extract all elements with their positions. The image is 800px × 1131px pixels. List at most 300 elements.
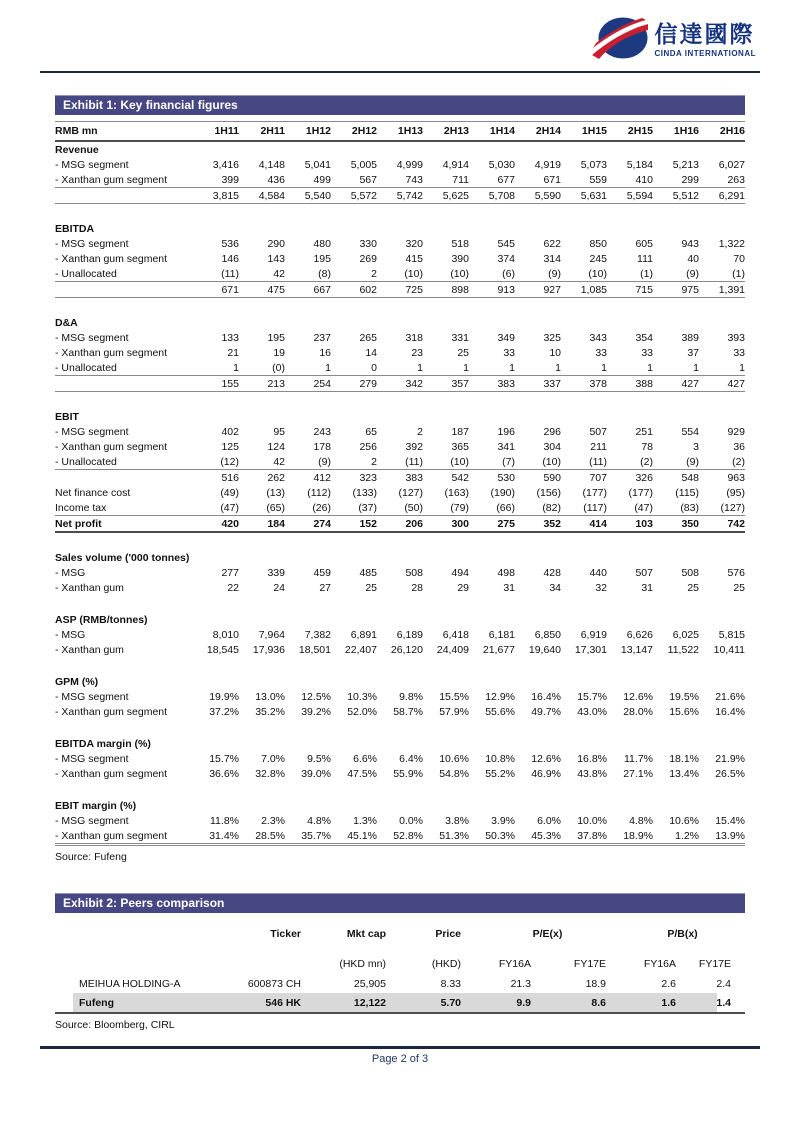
cell-value: 36.6% bbox=[209, 767, 239, 780]
cell-value: 12.9% bbox=[485, 690, 515, 703]
cell-value: (82) bbox=[515, 500, 561, 516]
cell-value: (65) bbox=[239, 500, 285, 516]
cell-value: 357 bbox=[423, 376, 469, 392]
cell-value: 143 bbox=[267, 252, 285, 265]
row-label: EBITDA bbox=[55, 222, 95, 235]
cell-value: 6,189 bbox=[396, 628, 423, 641]
cell-value: 19,640 bbox=[528, 643, 561, 656]
cell-value: 342 bbox=[377, 376, 423, 392]
cell-value: 4.8% bbox=[629, 814, 653, 827]
cell-value: 251 bbox=[635, 425, 653, 438]
cell-value: 428 bbox=[543, 566, 561, 579]
exhibit-2-table bbox=[55, 925, 745, 1014]
cell-value: 265 bbox=[359, 331, 377, 344]
row-label: - Unallocated bbox=[55, 361, 117, 374]
empty-cells bbox=[193, 315, 745, 330]
cell-value: 440 bbox=[589, 566, 607, 579]
row-label: Income tax bbox=[55, 500, 193, 516]
cell-value: 43.8% bbox=[577, 767, 607, 780]
cell-value: 17,301 bbox=[574, 643, 607, 656]
row-label: - MSG bbox=[55, 628, 86, 641]
cell-value: 195 bbox=[313, 252, 331, 265]
exhibit-2-title: Exhibit 2: Peers comparison bbox=[63, 896, 225, 910]
exhibit-2-source: Source: Bloomberg, CIRL bbox=[55, 1019, 175, 1031]
cell-value: 12.6% bbox=[623, 690, 653, 703]
cell-value: 196 bbox=[497, 425, 515, 438]
cell-value: 32.8% bbox=[255, 767, 285, 780]
cell-value: 929 bbox=[727, 425, 745, 438]
cell-value: 103 bbox=[607, 516, 653, 533]
sub-header: FY16A bbox=[643, 958, 677, 970]
cell-value: 600873 CH bbox=[247, 977, 301, 990]
cell-value: 743 bbox=[405, 173, 423, 186]
cell-value: 15.7% bbox=[209, 752, 239, 765]
cell-value: 17,936 bbox=[252, 643, 285, 656]
table-row bbox=[55, 736, 745, 751]
cell-value: 12.6% bbox=[531, 752, 561, 765]
cell-value: 51.3% bbox=[423, 828, 469, 845]
row-label: - Xanthan gum bbox=[55, 643, 124, 656]
cell-value: 21 bbox=[227, 346, 239, 359]
cell-value: 8.6 bbox=[545, 993, 620, 1013]
logo-english-name: CINDA INTERNATIONAL bbox=[654, 49, 756, 58]
cell-value: 1 bbox=[739, 361, 745, 374]
cell-value: 31 bbox=[503, 581, 515, 594]
company-name: MEIHUA HOLDING-A bbox=[79, 977, 181, 990]
row-label: EBIT bbox=[55, 410, 79, 423]
table-row bbox=[55, 595, 745, 612]
cell-value: 1,391 bbox=[699, 282, 745, 298]
cell-value: (2) bbox=[640, 455, 653, 468]
cell-value: (13) bbox=[266, 486, 285, 499]
cell-value: 508 bbox=[681, 566, 699, 579]
cell-value: (112) bbox=[307, 486, 331, 499]
sub-header: (HKD) bbox=[431, 958, 461, 970]
cell-value: 605 bbox=[635, 237, 653, 250]
cell-value: 13.0% bbox=[255, 690, 285, 703]
cell-value: 18.9% bbox=[607, 828, 653, 845]
cell-value: 47.5% bbox=[347, 767, 377, 780]
cell-value: 850 bbox=[589, 237, 607, 250]
cell-value: 178 bbox=[313, 440, 331, 453]
cell-value: 508 bbox=[405, 566, 423, 579]
cell-value: 0 bbox=[371, 361, 377, 374]
table-row bbox=[55, 409, 745, 424]
cell-value: 39.0% bbox=[301, 767, 331, 780]
cell-value: 7,382 bbox=[304, 628, 331, 641]
cell-value: 45.3% bbox=[515, 828, 561, 845]
period-header: 1H11 bbox=[193, 122, 239, 142]
cell-value: 18,545 bbox=[206, 643, 239, 656]
cell-value: 350 bbox=[653, 516, 699, 533]
cell-value: 18,501 bbox=[298, 643, 331, 656]
cell-value: 25 bbox=[365, 581, 377, 594]
cell-value: 415 bbox=[405, 252, 423, 265]
period-header: 2H15 bbox=[607, 122, 653, 142]
cell-value: 11.8% bbox=[210, 814, 239, 827]
cell-value: 5,512 bbox=[653, 188, 699, 204]
cell-value: 13.4% bbox=[669, 767, 699, 780]
row-label: - MSG segment bbox=[55, 158, 129, 171]
cell-value: 40 bbox=[687, 252, 699, 265]
cell-value: (1) bbox=[732, 267, 745, 280]
cell-value: 1.6 bbox=[620, 993, 690, 1013]
cell-value: 254 bbox=[285, 376, 331, 392]
table-row bbox=[55, 298, 745, 316]
exhibit-1 bbox=[55, 95, 745, 863]
cell-value: 290 bbox=[267, 237, 285, 250]
cell-value: 262 bbox=[239, 470, 285, 486]
cell-value: 78 bbox=[641, 440, 653, 453]
cell-value: 35.7% bbox=[285, 828, 331, 845]
row-label: D&A bbox=[55, 316, 78, 329]
cell-value: 10.6% bbox=[669, 814, 699, 827]
cell-value: 16.8% bbox=[577, 752, 607, 765]
exhibit-1-table bbox=[55, 121, 745, 846]
cell-value: (9) bbox=[686, 267, 699, 280]
cell-value: 49.7% bbox=[531, 705, 561, 718]
cell-value: (49) bbox=[220, 486, 239, 499]
cell-value: 15.4% bbox=[715, 814, 745, 827]
cell-value: 331 bbox=[451, 331, 469, 344]
cell-value: 420 bbox=[193, 516, 239, 533]
table-row bbox=[55, 188, 745, 204]
cell-value: 0.0% bbox=[399, 814, 423, 827]
row-label: Revenue bbox=[55, 143, 99, 156]
cell-value: 590 bbox=[515, 470, 561, 486]
cell-value: 33 bbox=[503, 346, 515, 359]
cell-value: 742 bbox=[699, 516, 745, 533]
table-row bbox=[55, 781, 745, 798]
cell-value: 133 bbox=[221, 331, 239, 344]
cell-value: 37.2% bbox=[209, 705, 239, 718]
cell-value: (177) bbox=[628, 486, 653, 499]
cell-value: 43.0% bbox=[577, 705, 607, 718]
row-label: - Xanthan gum segment bbox=[55, 440, 168, 453]
cell-value: 6,025 bbox=[672, 628, 699, 641]
cell-value: 21.6% bbox=[715, 690, 745, 703]
cell-value: 10.8% bbox=[485, 752, 515, 765]
cell-value: 3,815 bbox=[193, 188, 239, 204]
cell-value: 19.9% bbox=[209, 690, 239, 703]
table-row bbox=[55, 424, 745, 439]
cell-value: 50.3% bbox=[469, 828, 515, 845]
cell-value: 21.9% bbox=[715, 752, 745, 765]
cell-value: 4,919 bbox=[534, 158, 561, 171]
cell-value: 1 bbox=[601, 361, 607, 374]
table-row bbox=[55, 221, 745, 236]
cell-value: (133) bbox=[352, 486, 377, 499]
cell-value: 546 HK bbox=[220, 993, 315, 1013]
cell-value: 2 bbox=[371, 267, 377, 280]
cell-value: 6,418 bbox=[442, 628, 469, 641]
cell-value: 155 bbox=[193, 376, 239, 392]
cell-value: 31 bbox=[641, 581, 653, 594]
spacer-cell bbox=[55, 204, 745, 222]
cell-value: 18.9 bbox=[585, 977, 607, 990]
cell-value: 4.8% bbox=[307, 814, 331, 827]
cell-value: 206 bbox=[377, 516, 423, 533]
cell-value: 622 bbox=[543, 237, 561, 250]
sub-header: (HKD mn) bbox=[339, 958, 386, 970]
cell-value: 24 bbox=[273, 581, 285, 594]
cell-value: 57.9% bbox=[439, 705, 469, 718]
table-row bbox=[55, 282, 745, 298]
cell-value: 211 bbox=[590, 440, 607, 453]
cell-value: 95 bbox=[273, 425, 285, 438]
cell-value: 427 bbox=[653, 376, 699, 392]
cell-value: 33 bbox=[733, 346, 745, 359]
cell-value: 42 bbox=[273, 267, 285, 280]
period-header: 1H14 bbox=[469, 122, 515, 142]
cell-value: 5,005 bbox=[350, 158, 377, 171]
cell-value: 898 bbox=[423, 282, 469, 298]
cell-value: 393 bbox=[727, 331, 745, 344]
cell-value: 27.1% bbox=[623, 767, 653, 780]
cell-value: 1 bbox=[555, 361, 561, 374]
sub-header bbox=[220, 943, 315, 974]
table-row bbox=[55, 236, 745, 251]
table-row bbox=[55, 704, 745, 719]
table-row bbox=[55, 974, 745, 993]
cell-value: (37) bbox=[331, 500, 377, 516]
cell-value: 337 bbox=[515, 376, 561, 392]
cell-value: 1 bbox=[693, 361, 699, 374]
row-label bbox=[55, 470, 193, 486]
cell-value: 146 bbox=[221, 252, 239, 265]
cell-value: (156) bbox=[536, 486, 561, 499]
cell-value: 11.7% bbox=[624, 752, 653, 765]
row-label: - Xanthan gum segment bbox=[55, 767, 168, 780]
cell-value: 28.0% bbox=[623, 705, 653, 718]
period-header: 1H12 bbox=[285, 122, 331, 142]
cell-value: (10) bbox=[450, 267, 469, 280]
period-header: 1H13 bbox=[377, 122, 423, 142]
cell-value: 325 bbox=[543, 331, 561, 344]
cell-value: (9) bbox=[686, 455, 699, 468]
row-label: - Xanthan gum segment bbox=[55, 346, 168, 359]
cell-value: 15.6% bbox=[669, 705, 699, 718]
cell-value: 13.9% bbox=[699, 828, 745, 845]
cell-value: 5,184 bbox=[626, 158, 653, 171]
period-header: 2H13 bbox=[423, 122, 469, 142]
cell-value: 195 bbox=[267, 331, 285, 344]
cell-value: 13,147 bbox=[620, 643, 653, 656]
row-label: - Unallocated bbox=[55, 455, 117, 468]
cell-value: 24,409 bbox=[436, 643, 469, 656]
cell-value: (177) bbox=[582, 486, 607, 499]
empty-cells bbox=[193, 221, 745, 236]
cinda-logo-icon bbox=[592, 16, 648, 65]
table-row bbox=[55, 642, 745, 657]
row-label: - MSG segment bbox=[55, 752, 129, 765]
cell-value: 4,584 bbox=[239, 188, 285, 204]
cell-value: 6,181 bbox=[488, 628, 515, 641]
cell-value: (9) bbox=[548, 267, 561, 280]
cell-value: 671 bbox=[193, 282, 239, 298]
cell-value: 530 bbox=[469, 470, 515, 486]
cell-value: 436 bbox=[267, 173, 285, 186]
table-row bbox=[55, 172, 745, 188]
cell-value: 542 bbox=[423, 470, 469, 486]
cell-value: 46.9% bbox=[531, 767, 561, 780]
cell-value: 237 bbox=[313, 331, 331, 344]
cell-value: 320 bbox=[405, 237, 423, 250]
table-row bbox=[55, 689, 745, 704]
cell-value: (190) bbox=[490, 486, 515, 499]
cell-value: 1 bbox=[325, 361, 331, 374]
cell-value: 3.9% bbox=[491, 814, 515, 827]
cell-value: (95) bbox=[726, 486, 745, 499]
cell-value: 12.5% bbox=[301, 690, 331, 703]
cell-value: 263 bbox=[727, 173, 745, 186]
empty-cells bbox=[193, 409, 745, 424]
group-header: P/B(x) bbox=[667, 928, 698, 940]
group-header: Mkt cap bbox=[346, 928, 386, 940]
cell-value: 8,010 bbox=[212, 628, 239, 641]
empty-cells bbox=[193, 141, 745, 157]
cell-value: 213 bbox=[239, 376, 285, 392]
table-row bbox=[55, 813, 745, 828]
table-row bbox=[55, 550, 745, 565]
cell-value: 5,073 bbox=[580, 158, 607, 171]
cell-value: 5,030 bbox=[488, 158, 515, 171]
exhibit-1-header-row bbox=[55, 122, 745, 142]
empty-cells bbox=[193, 798, 745, 813]
company-name: Fufeng bbox=[55, 993, 220, 1013]
cell-value: 494 bbox=[451, 566, 469, 579]
cell-value: 402 bbox=[221, 425, 239, 438]
period-header: 2H11 bbox=[239, 122, 285, 142]
cell-value: 554 bbox=[681, 425, 699, 438]
cell-value: (0) bbox=[272, 361, 285, 374]
cell-value: 25 bbox=[733, 581, 745, 594]
cell-value: 5,041 bbox=[304, 158, 331, 171]
exhibit-2 bbox=[55, 893, 745, 1031]
table-row bbox=[55, 157, 745, 172]
cell-value: (10) bbox=[588, 267, 607, 280]
row-label: - Xanthan gum segment bbox=[55, 828, 193, 845]
cell-value: 725 bbox=[377, 282, 423, 298]
table-row bbox=[55, 657, 745, 674]
cell-value: 383 bbox=[377, 470, 423, 486]
table-row bbox=[55, 627, 745, 642]
cell-value: 54.8% bbox=[439, 767, 469, 780]
cell-value: (50) bbox=[377, 500, 423, 516]
cell-value: 10.6% bbox=[439, 752, 469, 765]
empty-cells bbox=[193, 736, 745, 751]
empty-cells bbox=[193, 674, 745, 689]
cell-value: 7.0% bbox=[261, 752, 285, 765]
cell-value: 12,122 bbox=[315, 993, 400, 1013]
cell-value: 125 bbox=[221, 440, 239, 453]
row-label: Net finance cost bbox=[55, 486, 131, 499]
empty-cells bbox=[193, 550, 745, 565]
cell-value: 414 bbox=[561, 516, 607, 533]
cell-value: 399 bbox=[221, 173, 239, 186]
cell-value: 392 bbox=[405, 440, 423, 453]
cell-value: 4,148 bbox=[258, 158, 285, 171]
cell-value: 545 bbox=[497, 237, 515, 250]
cell-value: 11,522 bbox=[667, 643, 699, 656]
cell-value: 16 bbox=[319, 346, 331, 359]
cell-value: 70 bbox=[733, 252, 745, 265]
cell-value: 6,891 bbox=[350, 628, 377, 641]
cell-value: 314 bbox=[543, 252, 561, 265]
spacer-cell bbox=[55, 392, 745, 410]
cell-value: 42 bbox=[273, 455, 285, 468]
cell-value: 15.5% bbox=[439, 690, 469, 703]
cell-value: 410 bbox=[635, 173, 653, 186]
cell-value: 9.9 bbox=[475, 993, 545, 1013]
cell-value: 5,625 bbox=[423, 188, 469, 204]
unit-label: RMB mn bbox=[55, 122, 193, 142]
cell-value: 10.0% bbox=[577, 814, 607, 827]
cell-value: 318 bbox=[405, 331, 423, 344]
row-label: - MSG bbox=[55, 566, 86, 579]
row-label: - Xanthan gum segment bbox=[55, 705, 168, 718]
cell-value: 33 bbox=[595, 346, 607, 359]
cell-value: 52.8% bbox=[377, 828, 423, 845]
cell-value: 427 bbox=[699, 376, 745, 392]
sub-header bbox=[55, 943, 220, 974]
cell-value: 5,742 bbox=[377, 188, 423, 204]
cell-value: (7) bbox=[502, 455, 515, 468]
cell-value: (26) bbox=[285, 500, 331, 516]
cell-value: 1.2% bbox=[653, 828, 699, 845]
cell-value: 390 bbox=[451, 252, 469, 265]
cell-value: 6,027 bbox=[718, 158, 745, 171]
cell-value: 55.9% bbox=[393, 767, 423, 780]
cell-value: 388 bbox=[607, 376, 653, 392]
cell-value: 711 bbox=[452, 173, 469, 186]
row-label: ASP (RMB/tonnes) bbox=[55, 613, 148, 626]
row-label: EBITDA margin (%) bbox=[55, 737, 151, 750]
table-row bbox=[55, 330, 745, 345]
cell-value: 5,590 bbox=[515, 188, 561, 204]
cell-value: 279 bbox=[331, 376, 377, 392]
cell-value: 707 bbox=[561, 470, 607, 486]
period-header: 2H16 bbox=[699, 122, 745, 142]
cell-value: 378 bbox=[561, 376, 607, 392]
cell-value: 1 bbox=[463, 361, 469, 374]
period-header: 2H14 bbox=[515, 122, 561, 142]
table-row bbox=[55, 470, 745, 486]
spacer-cell bbox=[55, 595, 745, 612]
cell-value: 498 bbox=[497, 566, 515, 579]
cell-value: 480 bbox=[313, 237, 331, 250]
row-label: - MSG segment bbox=[55, 331, 129, 344]
table-row bbox=[55, 993, 745, 1013]
cell-value: 15.7% bbox=[577, 690, 607, 703]
cell-value: 374 bbox=[497, 252, 515, 265]
table-row bbox=[55, 454, 745, 470]
table-row bbox=[55, 532, 745, 550]
row-label bbox=[55, 188, 193, 204]
cell-value: 943 bbox=[681, 237, 699, 250]
sub-header: FY16A bbox=[498, 958, 531, 970]
cell-value: 10,411 bbox=[713, 643, 745, 656]
cell-value: 518 bbox=[451, 237, 469, 250]
cell-value: (8) bbox=[318, 267, 331, 280]
cell-value: 16.4% bbox=[531, 690, 561, 703]
cell-value: 352 bbox=[515, 516, 561, 533]
exhibit-1-title: Exhibit 1: Key financial figures bbox=[63, 98, 238, 112]
cell-value: 5,572 bbox=[331, 188, 377, 204]
cell-value: (11) bbox=[221, 267, 239, 280]
cell-value: 2.6 bbox=[661, 977, 677, 990]
row-label: - MSG segment bbox=[55, 690, 129, 703]
